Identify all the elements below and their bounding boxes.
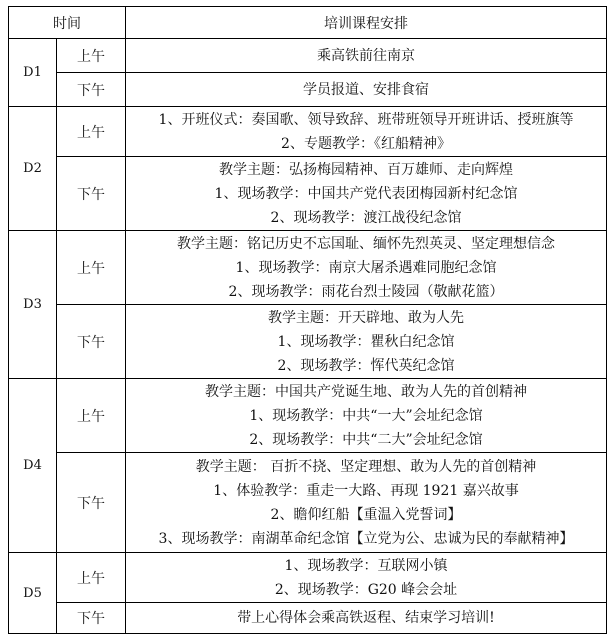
day-label-d2: D2	[9, 107, 57, 231]
schedule-row-d1-afternoon	[9, 73, 607, 107]
course-line: 带上心得体会乘高铁返程、结束学习培训!	[237, 610, 495, 626]
period-label: 上午	[57, 553, 126, 603]
course-line: 教学主题：开天辟地、敢为人先	[268, 309, 464, 326]
day-label-d1: D1	[9, 39, 57, 107]
course-line: 1、现场教学：中国共产党代表团梅园新村纪念馆	[214, 185, 518, 202]
course-line: 1、开班仪式：奏国歌、领导致辞、班带班领导开班讲话、授班旗等	[158, 111, 574, 128]
period-label: 上午	[57, 39, 126, 73]
period-label: 下午	[57, 305, 126, 379]
course-cell	[126, 453, 607, 553]
course-cell	[126, 157, 607, 231]
schedule-row-d1-morning	[9, 39, 607, 73]
course-line: 2、现场教学：G20 峰会会址	[274, 581, 458, 598]
course-line: 1、现场教学：瞿秋白纪念馆	[277, 333, 455, 350]
course-cell	[126, 73, 607, 107]
course-cell	[126, 231, 607, 305]
course-line: 2、专题教学：《红船精神》	[281, 135, 451, 152]
course-line: 2、现场教学：渡江战役纪念馆	[270, 209, 462, 226]
course-cell	[126, 553, 607, 603]
course-cell	[126, 107, 607, 157]
period-label: 下午	[57, 603, 126, 634]
day-label-d4: D4	[9, 379, 57, 553]
course-line: 教学主题：中国共产党诞生地、敢为人先的首创精神	[205, 383, 527, 400]
header-course: 培训课程安排	[126, 7, 607, 39]
header-time: 时间	[9, 7, 126, 39]
schedule-row-d3-afternoon	[9, 305, 607, 379]
course-line: 1、体验教学：重走一大路、再现 1921 嘉兴故事	[213, 482, 519, 499]
course-line: 学员报道、安排食宿	[303, 81, 429, 98]
course-line: 3、现场教学：南湖革命纪念馆【立党为公、忠诚为民的奉献精神】	[158, 530, 574, 547]
schedule-row-d5-morning	[9, 553, 607, 603]
course-line: 1、现场教学：互联网小镇	[284, 557, 448, 574]
course-cell	[126, 379, 607, 453]
course-line: 2、现场教学：雨花台烈士陵园（敬献花篮）	[228, 283, 504, 300]
course-line: 教学主题：弘扬梅园精神、百万雄师、走向辉煌	[219, 161, 513, 178]
training-schedule-table	[8, 6, 607, 634]
course-line: 2、瞻仰红船【重温入党誓词】	[270, 506, 462, 523]
course-line: 2、现场教学：恽代英纪念馆	[277, 357, 455, 374]
course-line: 1、现场教学：南京大屠杀遇难同胞纪念馆	[235, 259, 497, 276]
header-row	[9, 7, 607, 39]
course-line: 1、现场教学：中共“一大”会址纪念馆	[249, 407, 483, 424]
period-label: 下午	[57, 73, 126, 107]
schedule-row-d4-afternoon	[9, 453, 607, 553]
period-label: 下午	[57, 453, 126, 553]
course-cell	[126, 603, 607, 634]
schedule-row-d5-afternoon	[9, 603, 607, 634]
period-label: 上午	[57, 379, 126, 453]
course-line: 教学主题：铭记历史不忘国耻、缅怀先烈英灵、坚定理想信念	[177, 235, 555, 252]
period-label: 上午	[57, 231, 126, 305]
course-line: 乘高铁前往南京	[317, 47, 415, 64]
period-label: 下午	[57, 157, 126, 231]
schedule-row-d2-morning	[9, 107, 607, 157]
course-line: 2、现场教学：中共“二大”会址纪念馆	[249, 431, 483, 448]
schedule-row-d2-afternoon	[9, 157, 607, 231]
schedule-row-d3-morning	[9, 231, 607, 305]
course-cell	[126, 39, 607, 73]
period-label: 上午	[57, 107, 126, 157]
day-label-d5: D5	[9, 553, 57, 634]
course-line: 教学主题： 百折不挠、坚定理想、敢为人先的首创精神	[195, 458, 537, 475]
schedule-row-d4-morning	[9, 379, 607, 453]
course-cell	[126, 305, 607, 379]
day-label-d3: D3	[9, 231, 57, 379]
